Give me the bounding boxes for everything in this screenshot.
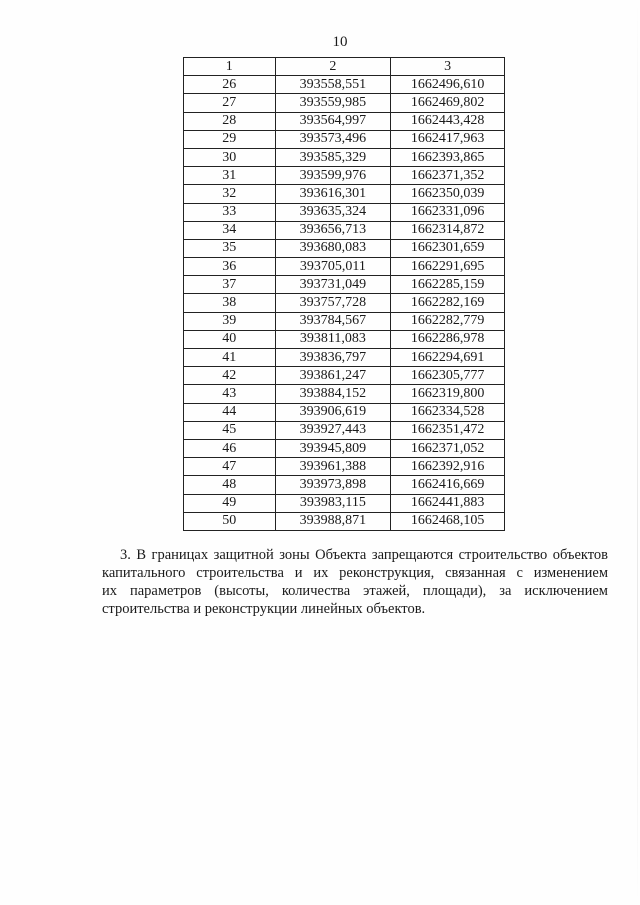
point-number-cell: 33 xyxy=(184,203,276,221)
x-coordinate-cell: 393585,329 xyxy=(275,148,391,166)
table-row xyxy=(184,94,505,112)
point-number-cell: 34 xyxy=(184,221,276,239)
table-row xyxy=(184,294,505,312)
x-coordinate-cell: 393731,049 xyxy=(275,276,391,294)
y-coordinate-cell: 1662393,865 xyxy=(391,148,505,166)
table-row xyxy=(184,167,505,185)
table-body xyxy=(184,76,505,531)
point-number-cell: 29 xyxy=(184,130,276,148)
point-number-cell: 36 xyxy=(184,258,276,276)
y-coordinate-cell: 1662468,105 xyxy=(391,512,505,530)
table-row xyxy=(184,312,505,330)
table-row xyxy=(184,476,505,494)
paragraph-line: 3. В границах защитной зоны Объекта запрещаются строительство объектов xyxy=(120,547,608,563)
y-coordinate-cell: 1662417,963 xyxy=(391,130,505,148)
x-coordinate-cell: 393973,898 xyxy=(275,476,391,494)
x-coordinate-cell: 393558,551 xyxy=(275,76,391,94)
y-coordinate-cell: 1662286,978 xyxy=(391,330,505,348)
y-coordinate-cell: 1662443,428 xyxy=(391,112,505,130)
point-number-cell: 41 xyxy=(184,349,276,367)
paragraph-line: их параметров (высоты, количества этажей, площади), за исключением xyxy=(102,583,608,599)
x-coordinate-cell: 393836,797 xyxy=(275,349,391,367)
page-number: 10 xyxy=(332,34,348,50)
x-coordinate-cell: 393811,083 xyxy=(275,330,391,348)
column-header-y: 3 xyxy=(391,58,505,76)
y-coordinate-cell: 1662331,096 xyxy=(391,203,505,221)
table-row xyxy=(184,458,505,476)
x-coordinate-cell: 393861,247 xyxy=(275,367,391,385)
table-row xyxy=(184,185,505,203)
y-coordinate-cell: 1662334,528 xyxy=(391,403,505,421)
scan-edge-shadow xyxy=(637,0,638,905)
point-number-cell: 30 xyxy=(184,148,276,166)
point-number-cell: 40 xyxy=(184,330,276,348)
y-coordinate-cell: 1662314,872 xyxy=(391,221,505,239)
x-coordinate-cell: 393559,985 xyxy=(275,94,391,112)
table-row xyxy=(184,76,505,94)
x-coordinate-cell: 393616,301 xyxy=(275,185,391,203)
x-coordinate-cell: 393884,152 xyxy=(275,385,391,403)
y-coordinate-cell: 1662496,610 xyxy=(391,76,505,94)
table-row xyxy=(184,385,505,403)
y-coordinate-cell: 1662294,691 xyxy=(391,349,505,367)
point-number-cell: 44 xyxy=(184,403,276,421)
y-coordinate-cell: 1662291,695 xyxy=(391,258,505,276)
point-number-cell: 48 xyxy=(184,476,276,494)
y-coordinate-cell: 1662371,352 xyxy=(391,167,505,185)
table-row xyxy=(184,349,505,367)
x-coordinate-cell: 393945,809 xyxy=(275,439,391,457)
coordinates-table xyxy=(183,57,505,531)
y-coordinate-cell: 1662392,916 xyxy=(391,458,505,476)
table-row xyxy=(184,512,505,530)
y-coordinate-cell: 1662305,777 xyxy=(391,367,505,385)
table-row xyxy=(184,367,505,385)
point-number-cell: 27 xyxy=(184,94,276,112)
y-coordinate-cell: 1662301,659 xyxy=(391,239,505,257)
y-coordinate-cell: 1662285,159 xyxy=(391,276,505,294)
point-number-cell: 39 xyxy=(184,312,276,330)
table-row xyxy=(184,239,505,257)
table-row xyxy=(184,148,505,166)
column-header-point: 1 xyxy=(184,58,276,76)
table-row xyxy=(184,421,505,439)
x-coordinate-cell: 393599,976 xyxy=(275,167,391,185)
table-row xyxy=(184,330,505,348)
table-row xyxy=(184,276,505,294)
y-coordinate-cell: 1662351,472 xyxy=(391,421,505,439)
point-number-cell: 46 xyxy=(184,439,276,457)
x-coordinate-cell: 393705,011 xyxy=(275,258,391,276)
point-number-cell: 37 xyxy=(184,276,276,294)
x-coordinate-cell: 393988,871 xyxy=(275,512,391,530)
y-coordinate-cell: 1662371,052 xyxy=(391,439,505,457)
point-number-cell: 35 xyxy=(184,239,276,257)
point-number-cell: 38 xyxy=(184,294,276,312)
table-row xyxy=(184,112,505,130)
x-coordinate-cell: 393680,083 xyxy=(275,239,391,257)
table-row xyxy=(184,494,505,512)
x-coordinate-cell: 393635,324 xyxy=(275,203,391,221)
x-coordinate-cell: 393784,567 xyxy=(275,312,391,330)
y-coordinate-cell: 1662319,800 xyxy=(391,385,505,403)
column-header-x: 2 xyxy=(275,58,391,76)
paragraph-line: строительства и реконструкции линейных объектов. xyxy=(102,601,426,617)
point-number-cell: 50 xyxy=(184,512,276,530)
table-row xyxy=(184,221,505,239)
table-row xyxy=(184,439,505,457)
x-coordinate-cell: 393656,713 xyxy=(275,221,391,239)
point-number-cell: 31 xyxy=(184,167,276,185)
y-coordinate-cell: 1662350,039 xyxy=(391,185,505,203)
point-number-cell: 32 xyxy=(184,185,276,203)
point-number-cell: 28 xyxy=(184,112,276,130)
x-coordinate-cell: 393961,388 xyxy=(275,458,391,476)
y-coordinate-cell: 1662469,802 xyxy=(391,94,505,112)
point-number-cell: 43 xyxy=(184,385,276,403)
y-coordinate-cell: 1662441,883 xyxy=(391,494,505,512)
table-header-row xyxy=(184,58,505,76)
point-number-cell: 26 xyxy=(184,76,276,94)
x-coordinate-cell: 393983,115 xyxy=(275,494,391,512)
table-row xyxy=(184,203,505,221)
table-row xyxy=(184,130,505,148)
x-coordinate-cell: 393927,443 xyxy=(275,421,391,439)
point-number-cell: 47 xyxy=(184,458,276,476)
x-coordinate-cell: 393564,997 xyxy=(275,112,391,130)
y-coordinate-cell: 1662282,169 xyxy=(391,294,505,312)
table-row xyxy=(184,258,505,276)
paragraph-line: капитального строительства и их реконструкция, связанная с изменением xyxy=(102,565,608,581)
point-number-cell: 45 xyxy=(184,421,276,439)
x-coordinate-cell: 393573,496 xyxy=(275,130,391,148)
point-number-cell: 49 xyxy=(184,494,276,512)
point-number-cell: 42 xyxy=(184,367,276,385)
y-coordinate-cell: 1662416,669 xyxy=(391,476,505,494)
restriction-paragraph xyxy=(102,546,608,618)
x-coordinate-cell: 393757,728 xyxy=(275,294,391,312)
table-row xyxy=(184,403,505,421)
y-coordinate-cell: 1662282,779 xyxy=(391,312,505,330)
x-coordinate-cell: 393906,619 xyxy=(275,403,391,421)
